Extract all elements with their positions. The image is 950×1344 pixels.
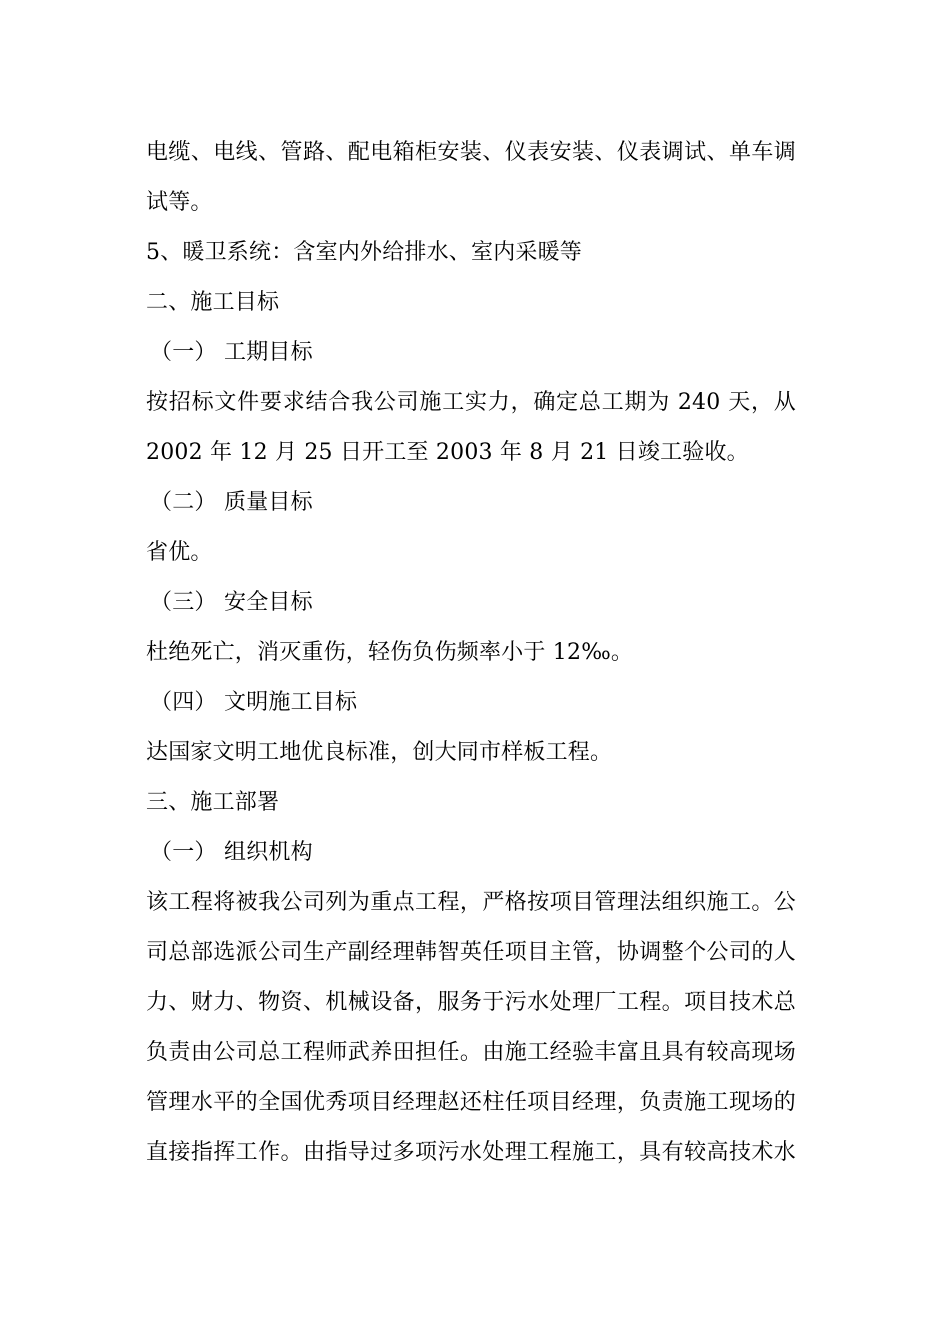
subsection-heading xyxy=(146,678,796,728)
paragraph-line: 杜绝死亡，消灭重伤，轻伤负伤频率小于 12‰。 xyxy=(146,640,634,665)
subsection-number: （四） xyxy=(150,690,217,715)
section-heading: 二、施工目标 xyxy=(146,290,280,315)
paragraph-line: 2002 年 12 月 25 日开工至 2003 年 8 月 21 日竣工验收。 xyxy=(146,440,749,465)
subsection-number: （二） xyxy=(150,490,217,515)
subsection-title: 安全目标 xyxy=(224,590,313,615)
paragraph-line: 直接指挥工作。由指导过多项污水处理工程施工，具有较高技术水 xyxy=(146,1140,796,1165)
subsection-heading xyxy=(146,478,796,528)
subsection-heading xyxy=(146,578,796,628)
paragraph-line: 试等。 xyxy=(146,190,213,215)
paragraph-line: 电缆、电线、管路、配电箱柜安装、仪表安装、仪表调试、单车调 xyxy=(146,140,796,165)
paragraph-line: 该工程将被我公司列为重点工程，严格按项目管理法组织施工。公 xyxy=(146,890,796,915)
document-body xyxy=(146,128,796,1178)
subsection-number: （一） xyxy=(150,340,217,365)
paragraph-line: 负责由公司总工程师武养田担任。由施工经验丰富且具有较高现场 xyxy=(146,1040,796,1065)
subsection-title: 质量目标 xyxy=(224,490,313,515)
paragraph-line: 司总部选派公司生产副经理韩智英任项目主管，协调整个公司的人 xyxy=(146,940,796,965)
subsection-heading xyxy=(146,828,796,878)
subsection-title: 组织机构 xyxy=(224,840,313,865)
subsection-title: 工期目标 xyxy=(224,340,313,365)
paragraph-line: 管理水平的全国优秀项目经理赵还柱任项目经理，负责施工现场的 xyxy=(146,1090,796,1115)
section-heading: 三、施工部署 xyxy=(146,790,280,815)
list-item-line: 5、暖卫系统：含室内外给排水、室内采暖等 xyxy=(146,240,582,265)
paragraph-line: 力、财力、物资、机械设备，服务于污水处理厂工程。项目技术总 xyxy=(146,990,796,1015)
subsection-heading xyxy=(146,328,796,378)
paragraph-line: 达国家文明工地优良标准，创大同市样板工程。 xyxy=(146,740,613,765)
paragraph-line: 按招标文件要求结合我公司施工实力，确定总工期为 240 天，从 xyxy=(146,390,796,415)
subsection-number: （三） xyxy=(150,590,217,615)
subsection-title: 文明施工目标 xyxy=(224,690,358,715)
subsection-number: （一） xyxy=(150,840,217,865)
paragraph-line: 省优。 xyxy=(146,540,213,565)
